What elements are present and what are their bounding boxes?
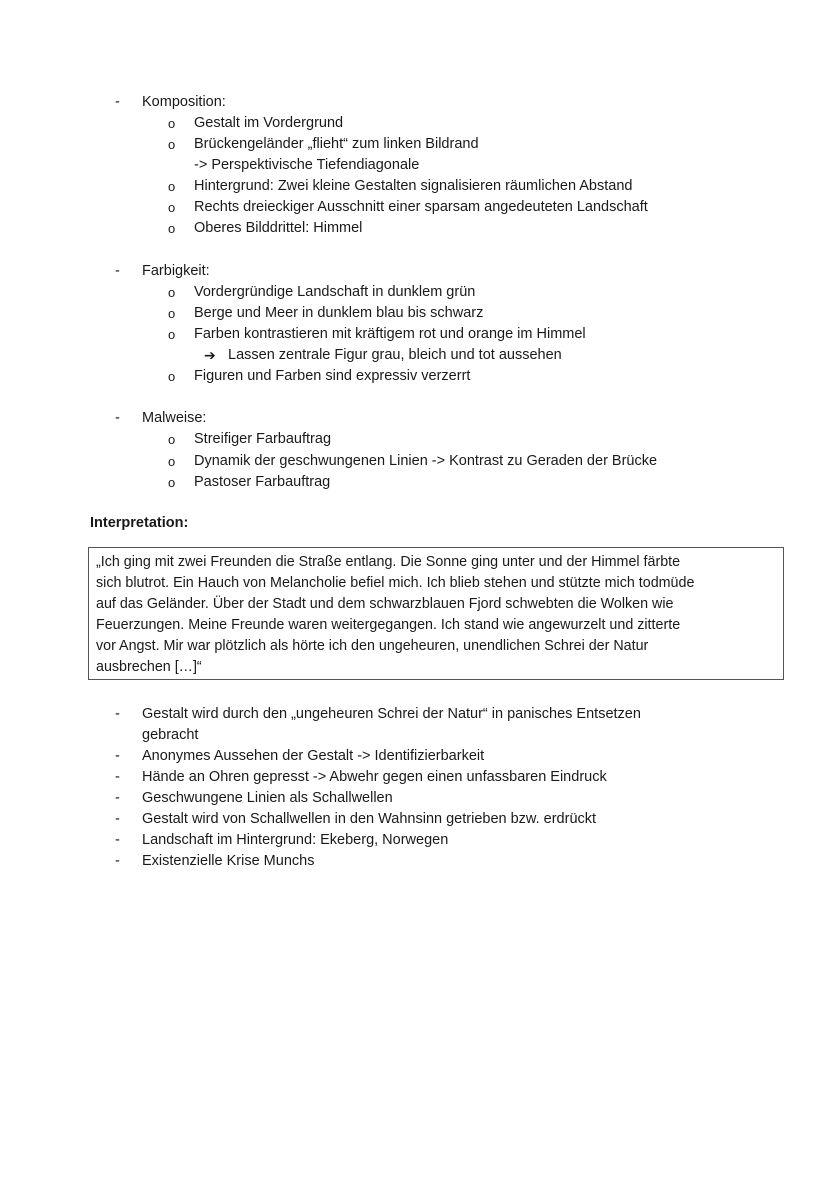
list-item: Hände an Ohren gepresst -> Abwehr gegen einen unfassbaren Eindruck [142,769,607,785]
malweise-heading: Malweise: [142,410,207,426]
list-item: Berge und Meer in dunklem blau bis schwarz [194,305,484,321]
bullet-circle: o [168,200,176,215]
bullet-circle: o [168,306,176,321]
bullet-circle: o [168,432,176,447]
bullet-circle: o [168,137,176,152]
list-item: Farben kontrastieren mit kräftigem rot und orange im Himmel [194,326,586,342]
bullet-circle: o [168,369,176,384]
quote-line: auf das Geländer. Über der Stadt und dem schwarzblauen Fjord schwebten die Wolken wie [96,596,674,612]
quote-line: vor Angst. Mir war plötzlich als hörte ich den ungeheuren, unendlichen Schrei der Natur [96,638,649,654]
list-dash: - [115,263,120,279]
bullet-circle: o [168,285,176,300]
list-item: gebracht [142,727,199,743]
list-item: Brückengeländer „flieht“ zum linken Bildrand [194,136,479,152]
quote-line: ausbrechen […]“ [96,659,202,675]
list-item: Dynamik der geschwungenen Linien -> Kontrast zu Geraden der Brücke [194,453,658,469]
bullet-circle: o [168,116,176,131]
list-dash: - [115,94,120,110]
list-item: Rechts dreieckiger Ausschnitt einer sparsam angedeuteten Landschaft [194,199,648,215]
list-dash: - [115,853,120,869]
list-dash: - [115,748,120,764]
list-item: Streifiger Farbauftrag [194,431,332,447]
quote-line: „Ich ging mit zwei Freunden die Straße entlang. Die Sonne ging unter und der Himmel färbte [96,554,681,570]
list-item: Gestalt im Vordergrund [194,115,344,131]
farbigkeit-heading: Farbigkeit: [142,263,210,279]
bullet-circle: o [168,179,176,194]
list-item: Lassen zentrale Figur grau, bleich und tot aussehen [228,347,562,363]
list-dash: - [115,706,120,722]
arrow-right-icon: ➔ [204,347,216,363]
list-item: Gestalt wird von Schallwellen in den Wahnsinn getrieben bzw. erdrückt [142,811,597,827]
list-item: Geschwungene Linien als Schallwellen [142,790,393,806]
list-item: Gestalt wird durch den „ungeheuren Schrei der Natur“ in panisches Entsetzen [142,706,641,722]
interpretation-heading: Interpretation: [90,515,189,531]
list-dash: - [115,769,120,785]
list-dash: - [115,790,120,806]
list-dash: - [115,811,120,827]
list-item: Figuren und Farben sind expressiv verzerrt [194,368,471,384]
komposition-heading: Komposition: [142,94,226,110]
list-dash: - [115,832,120,848]
bullet-circle: o [168,475,176,490]
list-item: Anonymes Aussehen der Gestalt -> Identifizierbarkeit [142,748,485,764]
quote-line: Feuerzungen. Meine Freunde waren weitergegangen. Ich stand wie angewurzelt und zitterte [96,617,681,633]
bullet-circle: o [168,327,176,342]
bullet-circle: o [168,454,176,469]
list-item: Landschaft im Hintergrund: Ekeberg, Norwegen [142,832,449,848]
list-item: Vordergründige Landschaft in dunklem grün [194,284,476,300]
list-item: -> Perspektivische Tiefendiagonale [194,157,420,173]
quote-line: sich blutrot. Ein Hauch von Melancholie befiel mich. Ich blieb stehen und stützte mich todmüde [96,575,695,591]
list-item: Oberes Bilddrittel: Himmel [194,220,363,236]
list-item: Hintergrund: Zwei kleine Gestalten signalisieren räumlichen Abstand [194,178,633,194]
bullet-circle: o [168,221,176,236]
list-item: Pastoser Farbauftrag [194,474,331,490]
list-item: Existenzielle Krise Munchs [142,853,315,869]
list-dash: - [115,410,120,426]
